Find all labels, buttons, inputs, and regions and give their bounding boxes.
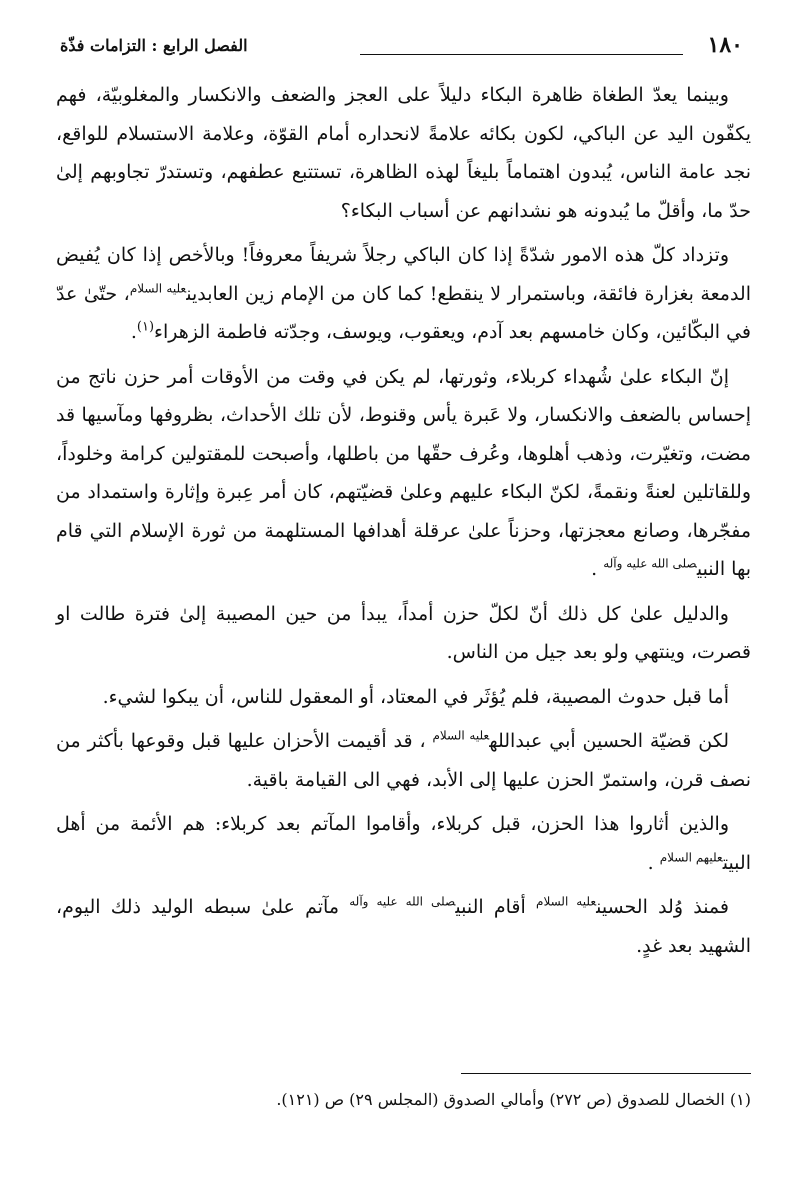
page-header [60,32,743,66]
paragraph-3: إنّ البكاء علىٰ شُهداء كربلاء، وثورتها، لم يكن في وقت من الأوقات أمر حزن ناتج من إحساس بالضعف والانكسار، ولا عَبرة يأس وقنوط، لأن تلك الأحداث، بظروفها ومآسيها قد مضت، وتغيّرت، وذهب أهلوها، وعُرف حقّها من باطلها، وأصبحت للمقتولين كرامة وخلوداً، وللقاتلين لعنةً ونقمةً، لكنّ البكاء عليهم وعلىٰ قضيّتهم، كان أمر عِبرة وإثارة واستمداد من مفجّرها، وصانع معجزتها، وحزناً علىٰ عرقلة أهدافها المستلهمة من ثورة الإسلام التي قام بها النبي$^{صلى الله عليه وآله}$ . [56,365,751,580]
running-title: الفصل الرابع : التزامات فذّة [60,36,248,55]
paragraph-6: لكن قضيّة الحسين أبي عبدالله$^{عليه السلام}$ ، قد أقيمت الأحزان عليها قبل وقوعها بأكثر من نصف قرن، واستمرّ الحزن عليها إلى الأبد، فهي الى القيامة باقية. [56,728,751,791]
paragraph-8: فمنذ وُلد الحسين$^{عليه السلام}$ أقام النبي$^{صلى الله عليه وآله}$ مآتم علىٰ سبطه الوليد ذلك اليوم، الشهيد بعد غدٍ. [56,894,751,957]
honorific-mark: عليه السلام [432,728,490,743]
main-text [56,76,751,971]
paragraph-7: والذين أثاروا هذا الحزن، قبل كربلاء، وأقاموا المآتم بعد كربلاء: هم الأئمة من أهل البيت$^{عليهم السلام}$ . [56,813,751,874]
footnote: (١) الخصال للصدوق (ص ٢٧٢) وأمالي الصدوق (المجلس ٢٩) ص (١٢١). [276,1090,751,1109]
paragraph-5: أما قبل حدوث المصيبة، فلم يُؤثَر في المعتاد، أو المعقول للناس، أن يبكوا لشيء. [102,685,729,708]
paragraph-1: وبينما يعدّ الطغاة ظاهرة البكاء دليلاً على العجز والضعف والانكسار والمغلوبيّة، فهم يكفّون اليد عن الباكي، لكون بكائه علامةً لانحداره أمام القوّة، وعلامة الاستسلام للواقع، نجد عامة الناس، يُبدون اهتماماً بليغاً لهذه الظاهرة، تستتبع عطفهم، وتستدرّ تجاوبهم إلىٰ حدّ ما، وأقلّ ما يُبدونه هو نشدانهم عن أسباب البكاء؟ [56,84,751,222]
footnote-ref: (١) [136,319,155,335]
honorific-mark: عليهم السلام [659,850,723,865]
honorific-mark: صلى الله عليه وآله [349,894,456,909]
honorific-mark: صلى الله عليه وآله [603,556,697,571]
paragraph-4: والدليل علىٰ كل ذلك أنّ لكلّ حزن أمداً، يبدأ من حين المصيبة إلىٰ فترة طالت او قصرت، وينتهي ولو بعد جيل من الناس. [56,602,751,663]
footnote-separator [461,1073,751,1074]
page-number: ١٨٠ [707,32,743,58]
header-rule [360,54,683,55]
honorific-mark: عليه السلام [129,281,187,296]
paragraph-2: وتزداد كلّ هذه الامور شدّةً إذا كان الباكي رجلاً شريفاً معروفاً! وبالأخص إذا كان يُفيض الدمعة بغزارة فائقة، وباستمرار لا ينقطع! كما كان من الإمام زين العابدين$^{عليه السلام}$، حتّىٰ عدّ في البكّائين، وكان خامسهم بعد آدم، ويعقوب، ويوسف، وجدّته فاطمة الزهراء$^{(١)}$. [56,244,751,343]
honorific-mark: عليه السلام [536,894,597,909]
